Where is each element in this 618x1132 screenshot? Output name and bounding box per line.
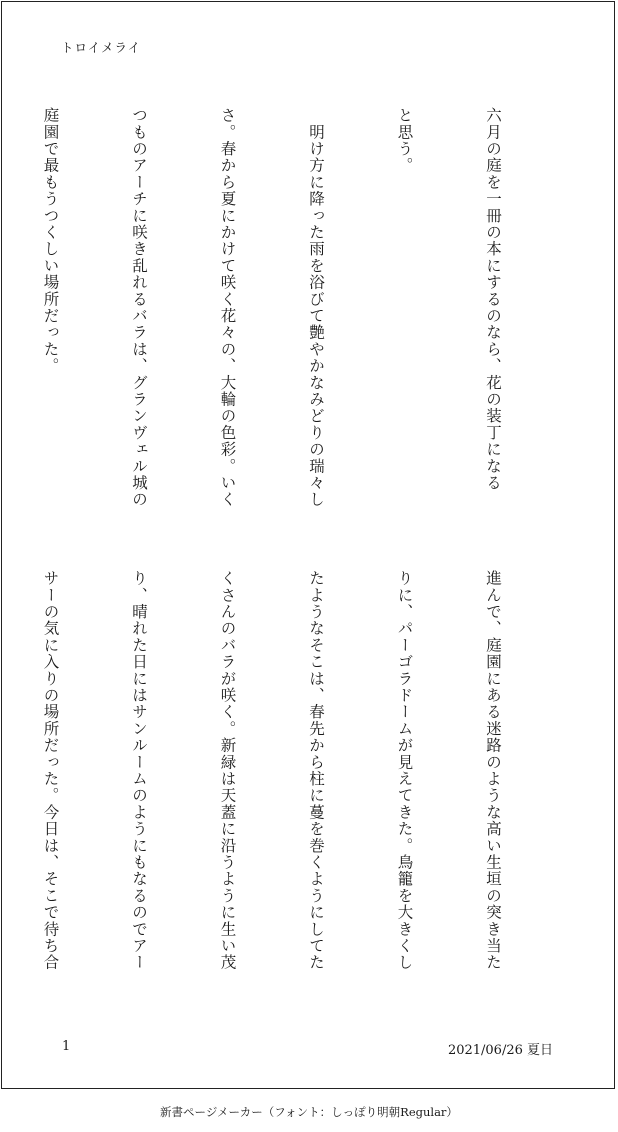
header-title: トロイメライ: [61, 40, 142, 55]
text-line: 六月の庭を一冊の本にするのなら、花の装丁になる: [484, 107, 502, 492]
text-line: たようなそこは、春先から柱に蔓を巻くようにしてた: [307, 570, 325, 971]
text-line: 庭園で最もうつくしい場所だった。: [41, 107, 60, 375]
text-line: さ。春から夏にかけて咲く花々の、大輪の色彩。いく: [218, 107, 237, 508]
text-line: り、晴れた日にはサンルームのようにもなるのでアー: [130, 570, 148, 971]
text-block-bottom: [0, 570, 566, 1010]
text-line: と思う。: [395, 107, 414, 174]
text-line: くさんのバラが咲く。新緑は天蓋に沿うように生い茂: [218, 570, 237, 971]
text-line: つものアーチに咲き乱れるバラは、グランヴェル城の: [130, 107, 148, 508]
text-block-top: [0, 107, 566, 547]
text-line: サーの気に入りの場所だった。今日は、そこで待ち合: [41, 570, 60, 971]
page-frame: [1, 1, 615, 1089]
footer-date-author: 2021/06/26 夏日: [447, 1043, 553, 1058]
text-line: 明け方に降った雨を浴びて艶やかなみどりの瑞々し: [307, 107, 325, 508]
page-number: 1: [62, 1039, 71, 1054]
maker-caption: 新書ページメーカー（フォント：しっぽり明朝Regular）: [160, 1105, 458, 1119]
text-line: りに、パーゴラドームが見えてきた。鳥籠を大きくし: [395, 570, 414, 971]
text-line: 進んで、庭園にある迷路のような高い生垣の突き当た: [484, 570, 502, 971]
